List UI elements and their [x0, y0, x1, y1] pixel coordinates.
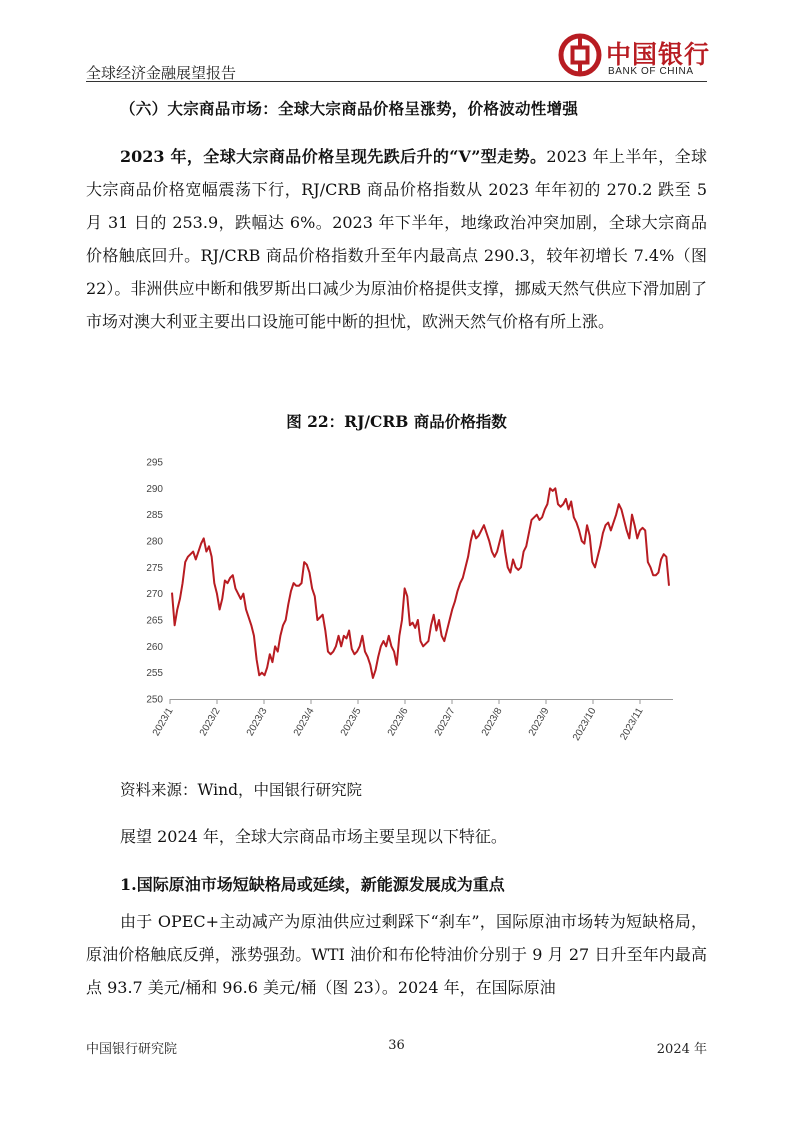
logo-english-name: BANK OF CHINA — [608, 66, 694, 77]
oil-paragraph-text: 由于 OPEC+主动减产为原油供应过剩踩下“刹车”，国际原油市场转为短缺格局，原油价格触底反弹，涨势强劲。WTI 油价和布伦特油价分别于 9 月 27 日升至年内最高点 93.7 美元/桶和 96.6 美元/桶（图 23）。2024 年，在国际原油 — [86, 912, 707, 997]
intro-lead-sentence: 2023 年，全球大宗商品价格呈现先跌后升的“V”型走势。 — [120, 147, 547, 166]
x-tick-label: 2023/8 — [479, 706, 505, 738]
y-tick-label: 295 — [146, 457, 163, 469]
x-tick-label: 2023/2 — [197, 706, 223, 738]
x-tick-label: 2023/7 — [432, 706, 458, 738]
intro-body-text: 2023 年上半年，全球大宗商品价格宽幅震荡下行，RJ/CRB 商品价格指数从 2023 年年初的 270.2 跌至 5 月 31 日的 253.9，跌幅达 6%。2023 年下半年，地缘政治冲突加剧，全球大宗商品价格触底回升。RJ/CRB 商品价格指数升至年内最高点 290.3，较年初增长 7.4%（图 22）。非洲供应中断和俄罗斯出口减少为原油价格提供支撑，挪威天然气供应下滑加剧了市场对澳大利亚主要出口设施可能中断的担忧，欧洲天然气价格有所上涨。 — [86, 147, 707, 331]
x-tick-label: 2023/4 — [291, 706, 317, 738]
page-number: 36 — [388, 1038, 405, 1053]
x-axis-ticks — [151, 699, 646, 743]
y-tick-label: 280 — [146, 536, 163, 548]
x-tick-label: 2023/9 — [526, 706, 552, 738]
bank-of-china-emblem-icon — [558, 33, 602, 77]
oil-paragraph — [86, 905, 707, 1004]
rj-crb-index-chart — [120, 452, 680, 752]
chart-svg — [120, 452, 680, 752]
y-tick-label: 290 — [146, 483, 163, 495]
footer-institute: 中国银行研究院 — [86, 1042, 178, 1057]
x-tick-label: 2023/10 — [570, 706, 599, 743]
x-tick-label: 2023/5 — [338, 706, 364, 738]
y-tick-label: 285 — [146, 510, 163, 522]
x-tick-label: 2023/11 — [618, 706, 646, 743]
rj-crb-index-line — [172, 488, 669, 678]
y-tick-label: 270 — [146, 589, 163, 601]
outlook-paragraph — [86, 820, 707, 853]
bank-logo — [558, 33, 711, 79]
logo-chinese-name: 中国银行 — [606, 40, 711, 69]
outlook-sentence: 展望 2024 年，全球大宗商品市场主要呈现以下特征。 — [120, 827, 507, 846]
y-tick-label: 255 — [146, 668, 163, 680]
x-tick-label: 2023/3 — [244, 706, 270, 738]
source-note: 资料来源：Wind，中国银行研究院 — [120, 781, 363, 799]
intro-paragraph — [86, 140, 707, 338]
footer-year: 2024 年 — [656, 1042, 707, 1057]
y-tick-label: 260 — [146, 641, 163, 653]
y-axis-tick-labels — [146, 458, 163, 706]
x-tick-label: 2023/1 — [150, 706, 176, 738]
oil-market-subheading: 1.国际原油市场短缺格局或延续，新能源发展成为重点 — [120, 875, 505, 894]
figure-title: 图 22：RJ/CRB 商品价格指数 — [286, 412, 507, 431]
header-divider — [86, 81, 707, 82]
report-title: 全球经济金融展望报告 — [86, 64, 237, 82]
y-tick-label: 275 — [146, 562, 163, 574]
y-tick-label: 265 — [146, 615, 163, 627]
x-tick-label: 2023/6 — [385, 706, 411, 738]
section-heading: （六）大宗商品市场：全球大宗商品价格呈涨势，价格波动性增强 — [120, 99, 579, 118]
y-tick-label: 250 — [146, 694, 163, 706]
